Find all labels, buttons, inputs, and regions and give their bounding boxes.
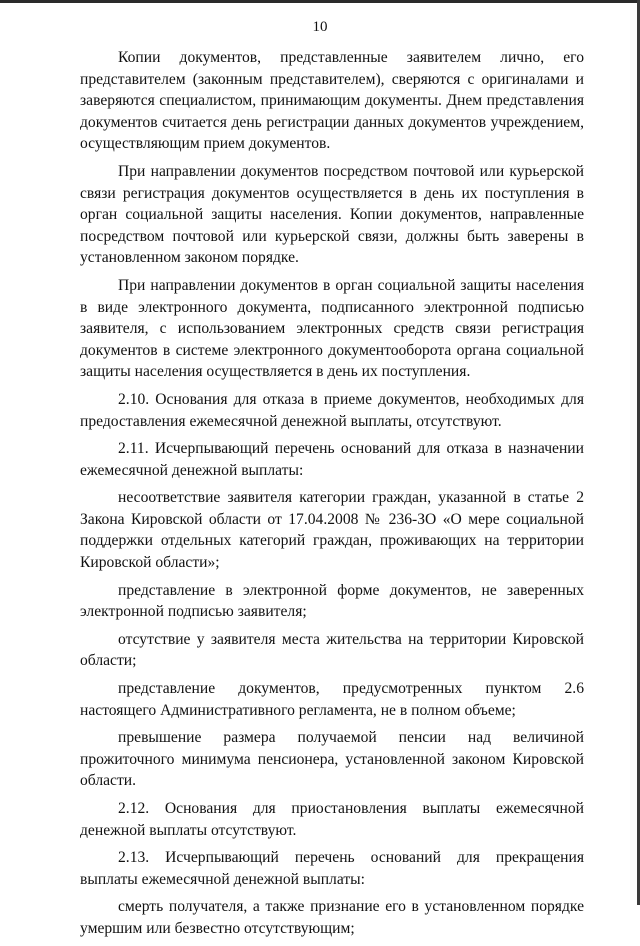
list-item-category-mismatch: несоответствие заявителя категории граждан, указанной в статье 2 Закона Кировской области от 17.04.2008 № 236-ЗО «О мере социальной поддержки отдельных категорий граждан, проживающих на территории Кировской области»;: [80, 489, 584, 572]
list-item-death: смерть получателя, а также признание его в установленном порядке умершим или безвестно отсутствующим;: [80, 898, 584, 937]
paragraph-2-11: 2.11. Исчерпывающий перечень оснований для отказа в назначении ежемесячной денежной выплаты:: [80, 440, 584, 479]
paragraph-2-10: 2.10. Основания для отказа в приеме документов, необходимых для предоставления ежемесячной денежной выплаты, отсутствуют.: [80, 390, 584, 430]
list-item-unsigned-electronic: представление в электронной форме документов, не заверенных электронной подписью заявителя;: [80, 581, 584, 621]
page-number: 10: [312, 19, 328, 35]
paragraph-electronic-submission: При направлении документов в орган социальной защиты населения в виде электронного документа, подписанного электронной подписью заявителя, с использованием электронных средств связи регистрация документов в системе электронного документооборота органа социальной защиты населения осуществляется в день их поступления.: [80, 276, 584, 381]
list-item-pension-exceeds: превышение размера получаемой пенсии над величиной прожиточного минимума пенсионера, установленной законом Кировской области.: [80, 729, 584, 790]
paragraph-copies-verification: Копии документов, представленные заявителем лично, его представителем (законным представителем), сверяются с оригиналами и заверяются специалистом, принимающим документы. Днем представления документов считается день регистрации данных документов учреждением, осуществляющим прием документов.: [80, 49, 584, 153]
list-item-no-residence: отсутствие у заявителя места жительства на территории Кировской области;: [80, 630, 584, 670]
document-body: [80, 47, 584, 946]
list-item-incomplete-documents: представление документов, предусмотренных пунктом 2.6 настоящего Административного регламента, не в полном объеме;: [80, 680, 584, 719]
paragraph-2-12: 2.12. Основания для приостановления выплаты ежемесячной денежной выплаты отсутствуют.: [80, 800, 584, 839]
scan-top-border: [0, 0, 640, 3]
paragraph-2-13: 2.13. Исчерпывающий перечень оснований для прекращения выплаты ежемесячной денежной выплаты:: [80, 849, 584, 888]
paragraph-postal-submission: При направлении документов посредством почтовой или курьерской связи регистрация документов осуществляется в день их поступления в орган социальной защиты населения. Копии документов, направленные посредством почтовой или курьерской связи, должны быть заверены в установленном законом порядке.: [80, 162, 584, 267]
